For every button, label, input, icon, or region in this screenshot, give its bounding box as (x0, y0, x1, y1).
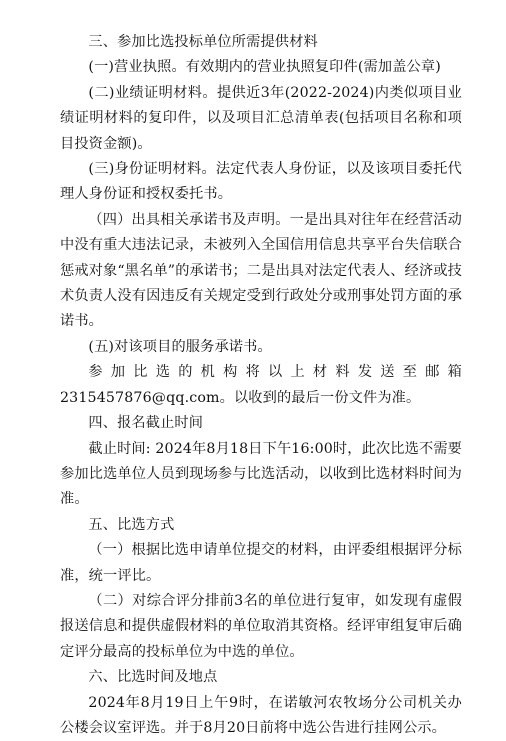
section-heading-method: 五、比选方式 (88, 516, 175, 533)
item-performance-proof: (二)业绩证明材料。提供近3年(2022-2024)内类似项目业绩证明材料的复印件，以及项目汇总清单表(包括项目名称和项目投资金额)。 (60, 84, 462, 152)
method-item-1: （一）根据比选申请单位提交的材料，由评委组根据评分标准，统一评比。 (60, 542, 462, 584)
submission-email-note: 参加比选的机构将以上材料发送至邮箱2315457876@qq.com。以收到的最后一份文件为准。 (60, 364, 462, 406)
section-heading-time-place: 六、比选时间及地点 (88, 669, 218, 686)
item-service-commitment: (五)对该项目的服务承诺书。 (88, 338, 272, 355)
method-item-2: （二）对综合评分排前3名的单位进行复审，如发现有虚假报送信息和提供虚假材料的单位取消其资格。经评审组复审后确定评分最高的投标单位为中选的单位。 (60, 592, 462, 660)
time-place-text: 2024年8月19日上午9时，在诺敏河农牧场分公司机关办公楼会议室评选。并于8月20日前将中选公告进行挂网公示。 (60, 694, 462, 736)
section-heading-deadline: 四、报名截止时间 (88, 415, 204, 432)
deadline-text: 截止时间: 2024年8月18日下午16:00时，此次比选不需要参加比选单位人员到现场参与比选活动，以收到比选材料时间为准。 (60, 440, 462, 508)
item-commitment-statement: （四）出具相关承诺书及声明。一是出具对往年在经营活动中没有重大违法记录，未被列入全国信用信息共享平台失信联合惩戒对象“黑名单”的承诺书；二是出具对法定代表人、经济或技术负责人没有因违反有关规定受到行政处分或刑事处罚方面的承诺书。 (60, 211, 462, 330)
section-heading-materials: 三、参加比选投标单位所需提供材料 (88, 34, 318, 50)
item-business-license: (一)营业执照。有效期内的营业执照复印件(需加盖公章) (88, 59, 441, 76)
item-identity-proof: (三)身份证明材料。法定代表人身份证，以及该项目委托代理人身份证和授权委托书。 (60, 161, 462, 203)
